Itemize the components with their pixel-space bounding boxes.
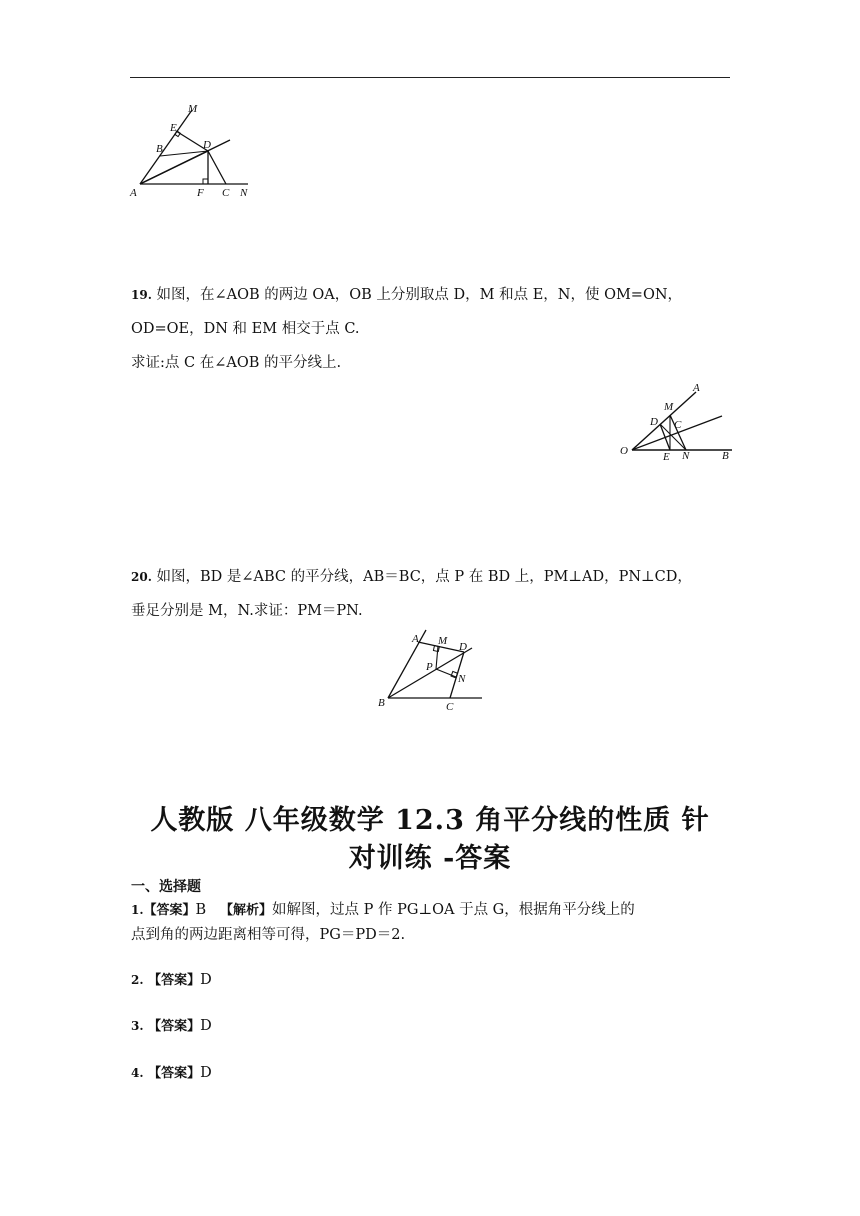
q19-line3: 求证:点 C 在∠AOB 的平分线上.	[131, 355, 342, 371]
fig18-label-b: B	[156, 143, 163, 155]
answer-3-number: 3.	[131, 1019, 144, 1033]
fig19-label-b: B	[722, 450, 729, 462]
figure-q20	[372, 624, 492, 714]
answer-title-line1: 人教版 八年级数学 12.3 角平分线的性质 针	[150, 805, 710, 836]
answer-4	[131, 1061, 731, 1086]
figure-q18	[126, 98, 266, 202]
q20-number: 20.	[131, 570, 152, 584]
fig20-label-a: A	[412, 633, 419, 645]
fig20-label-b: B	[378, 697, 385, 709]
fig18-label-c: C	[222, 187, 230, 199]
answer-1-tag: 【答案】	[143, 903, 196, 918]
answer-4-number: 4.	[131, 1066, 144, 1080]
answer-4-tag: 【答案】	[148, 1066, 201, 1081]
fig18-label-f: F	[197, 187, 204, 199]
fig19-label-o: O	[620, 445, 628, 457]
q19-line2: OD=OE，DN 和 EM 相交于点 C.	[131, 321, 360, 337]
fig19-label-d: D	[650, 416, 658, 428]
answer-2-tag: 【答案】	[148, 973, 201, 988]
fig18-label-n: N	[240, 187, 248, 199]
q20-line2: 垂足分别是 M，N.求证：PM＝PN.	[131, 603, 363, 619]
answer-4-value: D	[200, 1065, 212, 1081]
fig19-label-m: M	[664, 401, 674, 413]
answer-1-analysis-line2: 点到角的两边距离相等可得，PG＝PD＝2.	[131, 927, 406, 943]
question-19	[131, 278, 731, 380]
answer-1-analysis-line1: 如解图，过点 P 作 PG⊥OA 于点 G，根据角平分线上的	[272, 902, 635, 918]
fig18-label-d: D	[203, 139, 211, 151]
fig20-label-d: D	[459, 641, 467, 653]
answer-title-line2: 对训练 -答案	[348, 843, 512, 874]
figure-q19	[614, 380, 744, 464]
answer-title	[0, 802, 860, 878]
fig18-label-a: A	[130, 187, 137, 199]
answer-2-number: 2.	[131, 973, 144, 987]
fig18-label-e: E	[170, 122, 177, 134]
q19-line1: 19. 如图，在∠AOB 的两边 OA，OB 上分别取点 D，M 和点 E，N，使 OM=ON，	[131, 287, 683, 303]
answer-3	[131, 1014, 731, 1039]
fig18-label-m: M	[188, 103, 198, 115]
q19-number: 19.	[131, 288, 152, 302]
fig20-label-p: P	[426, 661, 433, 673]
header-rule	[130, 77, 730, 78]
q20-line1: 20. 如图，BD 是∠ABC 的平分线，AB＝BC，点 P 在 BD 上，PM⊥AD，PN⊥CD，	[131, 569, 692, 585]
section-heading: 一、选择题	[131, 879, 201, 895]
answer-1-value: B	[195, 902, 207, 918]
answer-2-value: D	[200, 972, 212, 988]
answer-3-tag: 【答案】	[148, 1019, 201, 1034]
answer-2	[131, 968, 731, 993]
fig20-label-c: C	[446, 701, 454, 713]
question-20	[131, 560, 731, 628]
answer-3-value: D	[200, 1018, 212, 1034]
fig19-label-e: E	[663, 451, 670, 463]
fig20-label-m: M	[438, 635, 448, 647]
answer-1-analysis-tag: 【解析】	[220, 903, 273, 918]
fig19-label-a: A	[693, 382, 700, 394]
fig19-label-n: N	[682, 450, 690, 462]
fig19-label-c: C	[674, 419, 682, 431]
answer-1	[131, 898, 731, 947]
fig20-label-n: N	[458, 673, 466, 685]
answer-1-number: 1.	[131, 903, 144, 917]
